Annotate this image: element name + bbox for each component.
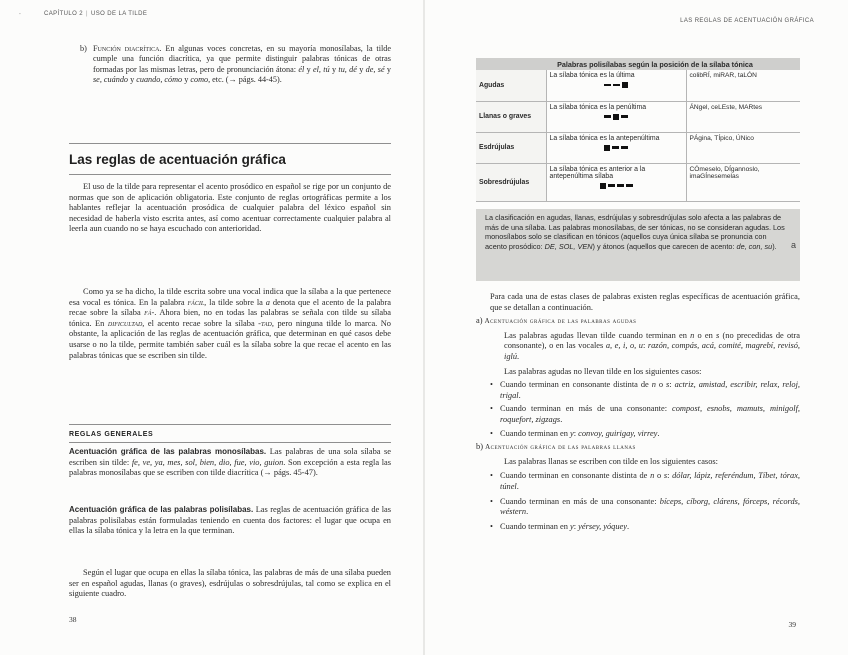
subheading-rule-bottom [69,442,391,443]
bullet-dot: • [490,521,493,531]
bullet-examples: compost, esnobs, mamuts, minigolf, roquefort, zigzags [500,404,801,424]
row-description-text: La sílaba tónica es anterior a la antepenúltima sílaba [549,165,646,180]
connector: y [304,64,313,74]
bullet-text: . [560,414,563,424]
unstressed-syllable-mark [604,115,611,117]
paragraph-tilde-indicates [69,287,391,361]
table-row [476,70,800,101]
connector: y [384,64,392,74]
unstressed-syllable-mark [612,146,619,148]
example-word: se [93,74,100,84]
paragraph-intro: El uso de la tilde para representar el acento prosódico en español se rige por un conjunto de normas que son de aplicación obligatoria. Este conjunto de reglas ortográficas permite a los hablantes reflejar la acentuación prosódica de cualquier palabra del léxico español sin necesidad de haberla visto escrita antes, así como acentuar correctamente cualquier palabra al leerla aun cuando no se haya escuchado con anterioridad. [69,182,391,234]
bullet-text: Cuando terminan en más de una consonante: [500,404,673,414]
unstressed-syllable-mark [613,84,620,86]
bullet-letter: s [663,471,668,481]
bullet-text: : [573,521,579,531]
unstressed-syllable-mark [617,184,624,186]
connector: , [344,64,350,74]
bullet-text: . [518,390,521,400]
paragraph-polysyllables [69,505,391,537]
example-word: el [313,64,319,74]
section-title: Las reglas de acentuación gráfica [69,152,286,167]
para-2-text-3: denota que el acento de la palabra recae sobre la sílaba [69,297,391,318]
syllable-diagram [550,145,683,151]
note-text-3: ). [772,241,777,251]
connector: , [160,74,165,84]
sa-p1-text-5: . [517,351,520,361]
subheading-rule [69,424,391,425]
example-word: sé [377,64,385,74]
running-head-chapter: CAPÍTULO 2 [44,11,84,17]
stressed-syllable-mark [600,183,606,189]
sa-p1-text-4: : [642,341,648,351]
classification-note-box [476,209,800,281]
row-description-text: La sílaba tónica es la penúltima [549,103,647,111]
bullet-dot: • [490,471,493,481]
bullet-text: o [655,380,667,390]
section-rule-top [69,143,391,144]
note-example-atonic: de, con, su [736,241,773,251]
unstressed-syllable-mark [626,184,633,186]
letter-n: n [690,330,695,340]
item-b-tail: , etc. (→ págs. 44-45). [208,74,282,84]
unstressed-syllable-mark [608,184,615,186]
side-letter: a [790,240,796,250]
bullet-text: o [654,471,664,481]
paragraph-monosyllables [69,447,391,479]
runin-heading-polysyllables: Acentuación gráfica de las palabras polisílabas. [69,505,254,514]
unstressed-syllable-mark [621,146,628,148]
section-b-paragraph-1: Las palabras llanas se escriben con tilde en los siguientes casos: [504,456,718,466]
page-number-left: 38 [69,615,77,624]
bullet-examples: convoy, guirigay, virrey [578,428,658,438]
section-b-title: Acentuación gráfica de las palabras llanas [485,443,636,452]
connector: y [128,74,137,84]
row-examples: ÁNgel, ceLEste, MARtes [686,101,800,132]
note-text-2: ) y átonos (aquellos que carecen de acento: [592,241,737,251]
corner-mark: ⸱ [19,11,21,18]
example-word: tú [323,64,330,74]
left-page [0,0,423,655]
list-item [476,429,800,440]
table-title: Palabras polisílabas según la posición de la sílaba tónica [476,58,800,70]
bullet-letter: y [570,428,574,438]
stressed-syllable-mark [604,145,610,151]
section-a-title: Acentuación gráfica de las palabras agudas [484,317,637,326]
row-description [546,101,686,132]
note-text-1: La clasificación en agudas, llanas, esdrújulas y sobresdrújulas solo afecta a las palabras de más de una sílaba. Las palabras monosílabas, de ser tónicas, no se consideran agudas. Los monosílabos solo se clasifican en tónicos (aquellos cuya única sílaba se pronuncia con acento prosódico: [485,213,785,251]
example-word: como [190,74,209,84]
row-description [546,163,686,201]
sa-p1-text-2: o en [694,330,717,340]
section-b-heading [476,442,800,453]
connector: , [318,64,324,74]
paragraph-classification: Según el lugar que ocupa en ellas la sílaba tónica, las palabras de más de una sílaba pueden ser en español agudas, llanas (o graves), esdrújulas o sobresdrújulas, tal como se explica en el siguiente cuadro. [69,568,391,599]
example-word: fácil [187,297,205,307]
subheading-general-rules: REGLAS GENERALES [69,431,154,438]
example-words: razón, compás, acá, comité, magrebí, revisó, iglú [504,341,800,361]
row-description [546,132,686,163]
section-a-marker: a) [476,316,483,326]
section-a-paragraph-2: Las palabras agudas no llevan tilde en los siguientes casos: [504,366,702,376]
bullet-text: : [573,428,579,438]
bullet-text: . [657,428,660,438]
table-row [476,163,800,201]
bullet-dot: • [490,428,493,438]
bullet-examples: dólar, lápiz, referéndum, Tíbet, tórax, túnel [500,471,801,491]
runin-heading-monosyllables: Acentuación gráfica de las palabras monosílabas. [69,447,267,456]
connector: y [356,64,366,74]
item-b-term: Función diacrítica. [93,44,162,53]
example-word: cuándo [103,74,129,84]
list-item [476,522,800,533]
connector: y [182,74,191,84]
para-2-text-1: Como ya se ha dicho, la tilde escrita sobre una vocal indica que la sílaba a la que pertenece esa vocal es tónica. En la palabra [69,287,391,307]
bullet-letter: n [650,471,655,481]
connector: , [373,64,378,74]
para-3-text-2: . Son excepción a esta regla las palabras monosílabas que se escriben con tilde diacrítica (→ págs. 45-47). [69,457,392,478]
syllable-diagram [550,183,683,189]
example-word: él [298,64,305,74]
bullet-text: Cuando terminan en [500,521,571,531]
bullet-text: : [667,471,673,481]
section-rule-bottom [69,174,391,175]
section-a-paragraph-1 [476,331,800,363]
example-words: fe, ve, ya, mes, sol, bien, dio, fue, vio, guion [131,457,284,467]
section-b-bullets [476,471,800,532]
bullet-text: Cuando terminan en consonante distinta de [500,471,651,481]
bullet-text: . [626,521,630,531]
para-2-text-6: , pero ninguna tilde lo marca. No obstante, la aplicación de las reglas de acentuación gráfica, que determinan en qué casos debe usarse o no la tilde, permite también saber cuál es la sílaba sobre la que recae el acento en las palabras tónicas que se escriben sin tilde. [69,318,391,360]
bullet-letter: n [651,380,656,390]
table-title-row [476,58,800,70]
para-4-text-1: Las reglas de acentuación gráfica de las palabras polisílabas están formuladas teniendo en cuenta dos factores: el lugar que ocupa en ellas la sílaba tónica y la letra en la que terminan. [69,505,391,536]
bullet-dot: • [490,380,493,390]
polysyllable-table [476,58,800,202]
example-word: tu [338,64,345,74]
note-example-tonic: DE, SOL, VEN [544,241,593,251]
running-head-left [44,11,147,17]
bullet-examples: yérsey, yóquey [578,521,627,531]
list-item [476,471,800,492]
list-item [476,380,800,401]
example-syllable: -tad [258,318,272,328]
row-description [546,70,686,101]
bullet-text: Cuando terminan en más de una consonante: [500,496,660,506]
paragraph-intro-rules: Para cada una de estas clases de palabras existen reglas específicas de acentuación gráfica, que se detallan a continuación. [490,292,800,312]
example-letter: a [265,297,270,307]
bullet-letter: y [570,521,574,531]
section-a-heading [476,316,800,327]
connector: y [329,64,339,74]
stressed-syllable-mark [613,114,619,120]
row-label: Agudas [476,70,546,101]
item-b-marker: b) [80,44,87,53]
vowel-list: a, e, i, o, u [605,341,643,351]
bullet-text: . [526,507,529,517]
sa-p1-text-1: Las palabras agudas llevan tilde cuando terminan en [504,330,691,340]
syllable-diagram [550,82,683,88]
para-3-text-1: Las palabras de una sola sílaba se escriben sin tilde: [69,447,391,467]
example-word: dificultad [107,318,143,328]
item-b-text [93,44,391,85]
page-number-right: 39 [788,620,796,629]
para-2-text-4: . Ahora bien, no en todas las palabras se señala con tilde su sílaba tónica. En [69,308,391,328]
row-label: Llanas o graves [476,101,546,132]
unstressed-syllable-mark [621,115,628,117]
running-head-right: LAS REGLAS DE ACENTUACIÓN GRÁFICA [680,18,814,24]
unstressed-syllable-mark [604,84,611,86]
row-label: Esdrújulas [476,132,546,163]
syllable-diagram [550,114,683,120]
bullet-text: : [669,380,675,390]
table-row [476,132,800,163]
row-label: Sobresdrújulas [476,163,546,201]
running-head-section: USO DE LA TILDE [90,11,148,17]
row-description-text: La sílaba tónica es la antepenúltima [549,134,660,142]
bullet-dot: • [490,496,493,506]
bullet-text: Cuando terminan en consonante distinta de [500,380,652,390]
item-b-text-1: En algunas voces concretas, en su mayoría monosílabas, la tilde cumple una función diacrítica, ya que permite distinguir palabras tónicas de otras formadas por las mismas letras, pero de pronunciación átona: [93,44,391,74]
example-word: cómo [164,74,183,84]
bullet-text: Cuando terminan en [500,428,571,438]
table-row [476,101,800,132]
bullet-examples: actriz, amistad, escribir, relax, reloj, trigal [500,380,801,400]
row-examples: colibRÍ, miRAR, taLÓN [686,70,800,101]
list-item [476,404,800,425]
bullet-letter: s [666,380,670,390]
letter-s: s [716,330,720,340]
para-2-text-5: , el acento recae sobre la sílaba [142,318,259,328]
example-syllable: fá- [144,308,155,318]
stressed-syllable-mark [622,82,628,88]
connector: , [99,74,104,84]
bullet-examples: bíceps, cíborg, clárens, fórceps, récords, wéstern [500,496,801,517]
list-item [476,497,800,518]
bullet-dot: • [490,404,493,414]
row-description-text: La sílaba tónica es la última [549,72,635,79]
running-head-separator: | [86,11,88,17]
section-a-bullets [476,380,800,439]
row-examples: CÓmeselo, DÍgannoslo, imaGÍnesemelas [686,163,800,201]
row-examples: PÁgina, TÍpico, ÚNico [686,132,800,163]
right-page-body [476,292,800,532]
example-word: cuando [136,74,161,84]
sa-p1-text-3: (no precedidas de otra consonante), o en las vocales [504,330,800,351]
para-2-text-2: , la tilde sobre la [204,297,266,307]
section-b-marker: b) [476,442,483,452]
example-word: dé [349,64,357,74]
example-word: de [365,64,374,74]
bullet-text: . [516,481,519,491]
